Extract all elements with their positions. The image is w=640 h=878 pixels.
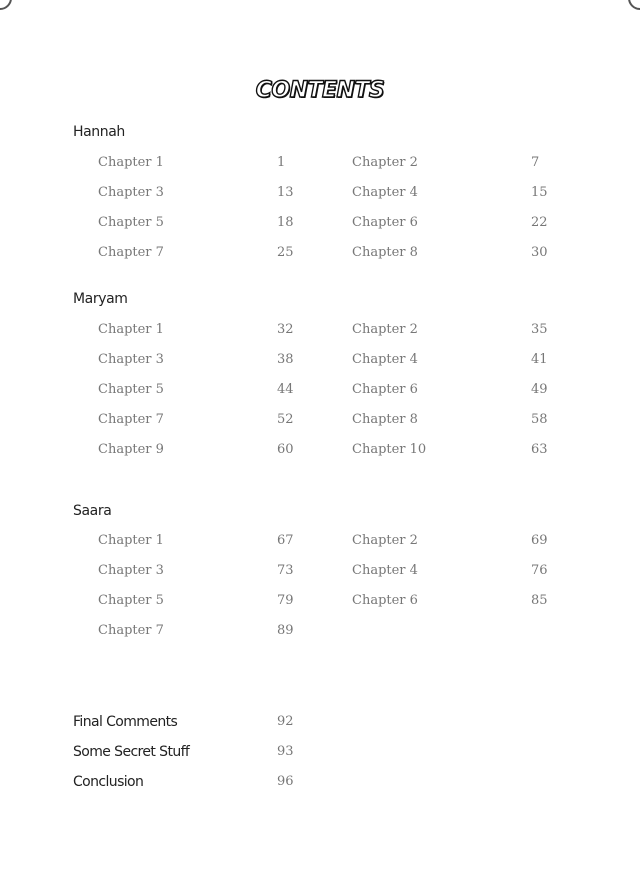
toc-page-number: 85 <box>531 593 548 608</box>
toc-page-number: 49 <box>531 382 548 397</box>
toc-entry[interactable]: Chapter 6 <box>352 382 418 397</box>
toc-entry[interactable]: Chapter 5 <box>98 593 164 608</box>
toc-entry[interactable]: Chapter 10 <box>352 442 427 457</box>
toc-extra-final-comments[interactable]: Final Comments <box>73 714 178 730</box>
toc-page-number: 41 <box>531 352 548 367</box>
toc-entry[interactable]: Chapter 4 <box>352 185 418 200</box>
toc-page-number: 58 <box>531 412 548 427</box>
toc-page-number: 7 <box>531 155 540 170</box>
toc-page-number: 30 <box>531 245 548 260</box>
corner-ring-left <box>0 0 12 10</box>
toc-entry[interactable]: Chapter 9 <box>98 442 164 457</box>
toc-page-number: 69 <box>531 533 548 548</box>
toc-entry[interactable]: Chapter 6 <box>352 215 418 230</box>
toc-page-number: 63 <box>531 442 548 457</box>
toc-page-number: 52 <box>277 412 294 427</box>
toc-page-number: 13 <box>277 185 294 200</box>
toc-entry[interactable]: Chapter 7 <box>98 623 164 638</box>
toc-entry[interactable]: Chapter 4 <box>352 563 418 578</box>
toc-entry[interactable]: Chapter 2 <box>352 155 418 170</box>
toc-page-number: 60 <box>277 442 294 457</box>
toc-extra-secret-stuff[interactable]: Some Secret Stuff <box>73 744 190 760</box>
toc-entry[interactable]: Chapter 5 <box>98 382 164 397</box>
toc-page-number: 18 <box>277 215 294 230</box>
toc-page-number: 79 <box>277 593 294 608</box>
toc-entry[interactable]: Chapter 8 <box>352 412 418 427</box>
toc-entry[interactable]: Chapter 2 <box>352 533 418 548</box>
toc-entry[interactable]: Chapter 5 <box>98 215 164 230</box>
toc-page-number: 32 <box>277 322 294 337</box>
toc-page-number: 96 <box>277 774 294 789</box>
section-heading-saara: Saara <box>73 503 112 519</box>
toc-entry[interactable]: Chapter 3 <box>98 352 164 367</box>
toc-entry[interactable]: Chapter 8 <box>352 245 418 260</box>
toc-page-number: 38 <box>277 352 294 367</box>
toc-entry[interactable]: Chapter 6 <box>352 593 418 608</box>
toc-page-number: 73 <box>277 563 294 578</box>
section-heading-hannah: Hannah <box>73 124 125 140</box>
toc-entry[interactable]: Chapter 7 <box>98 412 164 427</box>
toc-entry[interactable]: Chapter 3 <box>98 185 164 200</box>
toc-page-number: 89 <box>277 623 294 638</box>
toc-page-number: 92 <box>277 714 294 729</box>
toc-entry[interactable]: Chapter 1 <box>98 155 164 170</box>
toc-entry[interactable]: Chapter 2 <box>352 322 418 337</box>
toc-page-number: 76 <box>531 563 548 578</box>
toc-entry[interactable]: Chapter 7 <box>98 245 164 260</box>
page-title: CONTENTS <box>255 78 385 103</box>
section-heading-maryam: Maryam <box>73 291 128 307</box>
toc-page-number: 15 <box>531 185 548 200</box>
toc-page-number: 22 <box>531 215 548 230</box>
corner-ring-right <box>628 0 640 10</box>
toc-page-number: 44 <box>277 382 294 397</box>
toc-extra-conclusion[interactable]: Conclusion <box>73 774 144 790</box>
toc-page-number: 25 <box>277 245 294 260</box>
toc-page-number: 67 <box>277 533 294 548</box>
toc-entry[interactable]: Chapter 1 <box>98 322 164 337</box>
toc-entry[interactable]: Chapter 4 <box>352 352 418 367</box>
toc-page-number: 1 <box>277 155 286 170</box>
toc-entry[interactable]: Chapter 3 <box>98 563 164 578</box>
toc-page-number: 35 <box>531 322 548 337</box>
toc-page-number: 93 <box>277 744 294 759</box>
toc-entry[interactable]: Chapter 1 <box>98 533 164 548</box>
